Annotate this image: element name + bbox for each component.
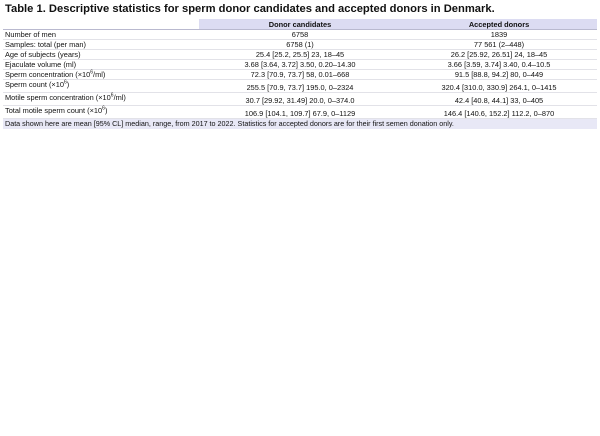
accepted-value: 26.2 [25.92, 26.51] 24, 18–45 [401, 50, 597, 60]
accepted-value: 91.5 [88.8, 94.2] 80, 0–449 [401, 70, 597, 80]
table-row [3, 40, 597, 50]
row-label: Number of men [3, 30, 199, 40]
header-row [3, 19, 597, 30]
row-label: Total motile sperm count $(\times 10^6)$ [3, 106, 199, 119]
accepted-value: 320.4 [310.0, 330.9] 264.1, 0–1415 [401, 80, 597, 93]
accepted-value: 1839 [401, 30, 597, 40]
candidates-value: 25.4 [25.2, 25.5] 23, 18–45 [199, 50, 401, 60]
candidates-value: 3.68 [3.64, 3.72] 3.50, 0.20–14.30 [199, 60, 401, 70]
header-accepted-donors: Accepted donors [401, 19, 597, 30]
candidates-value: 106.9 [104.1, 109.7] 67.9, 0–1129 [199, 106, 401, 119]
row-label: Sperm concentration $(\times 10^6/ml)$ [3, 70, 199, 80]
table-row [3, 93, 597, 106]
statistics-table [3, 19, 597, 119]
row-label: Sperm count $(\times 10^6)$ [3, 80, 199, 93]
candidates-value: 6758 [199, 30, 401, 40]
candidates-value: 72.3 [70.9, 73.7] 58, 0.01–668 [199, 70, 401, 80]
accepted-value: 42.4 [40.8, 44.1] 33, 0–405 [401, 93, 597, 106]
table-caption: Table 1. Descriptive statistics for sperm donor candidates and accepted donors in Denmark. [5, 3, 495, 15]
table-row [3, 60, 597, 70]
accepted-value: 3.66 [3.59, 3.74] 3.40, 0.4–10.5 [401, 60, 597, 70]
table-row [3, 30, 597, 40]
header-donor-candidates: Donor candidates [199, 19, 401, 30]
row-label: Ejaculate volume (ml) [3, 60, 199, 70]
table-body [3, 30, 597, 119]
table-footnote: Data shown here are mean [95% CL] median, range, from 2017 to 2022. Statistics for accepted donors are for their first semen donation only. [3, 119, 597, 129]
table-row [3, 80, 597, 93]
candidates-value: 6758 (1) [199, 40, 401, 50]
row-label: Motile sperm concentration $(\times 10^6/ml)$ [3, 93, 199, 106]
candidates-value: 30.7 [29.92, 31.49] 20.0, 0–374.0 [199, 93, 401, 106]
row-label: Age of subjects (years) [3, 50, 199, 60]
table-row [3, 50, 597, 60]
accepted-value: 146.4 [140.6, 152.2] 112.2, 0–870 [401, 106, 597, 119]
table-row [3, 106, 597, 119]
row-label: Samples: total (per man) [3, 40, 199, 50]
table-row [3, 70, 597, 80]
header-blank-cell [3, 19, 199, 30]
table-container [3, 2, 597, 129]
candidates-value: 255.5 [70.9, 73.7] 195.0, 0–2324 [199, 80, 401, 93]
accepted-value: 77 561 (2–448) [401, 40, 597, 50]
